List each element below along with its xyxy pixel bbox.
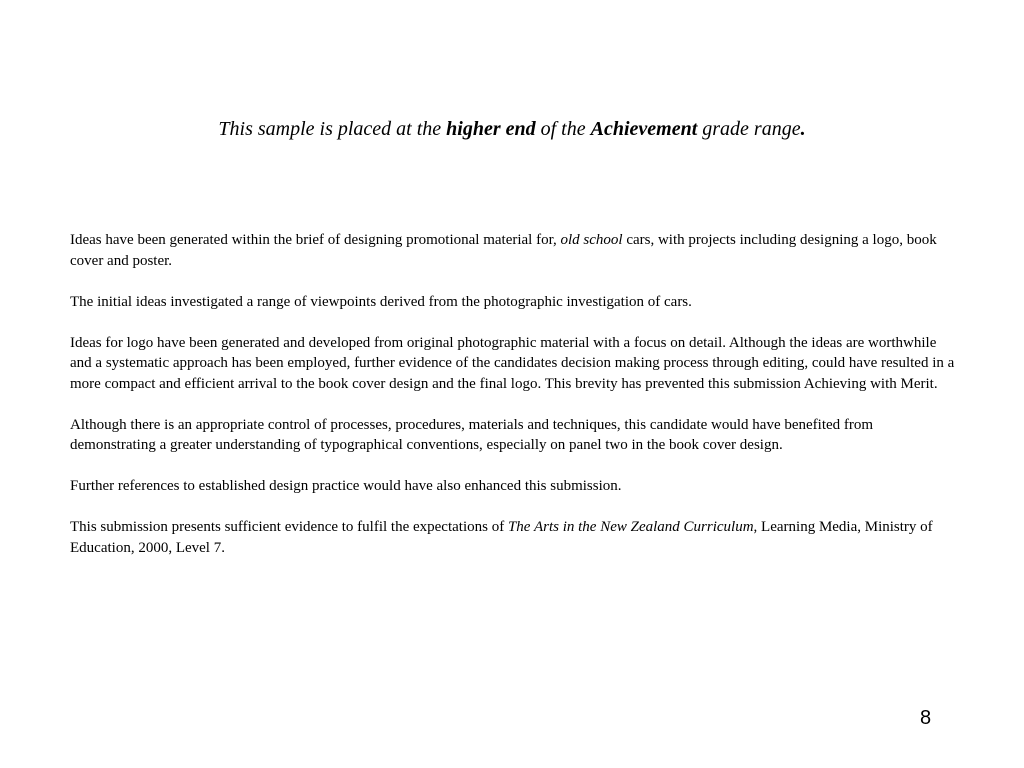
heading-text-part-1: This sample is placed at the	[218, 118, 447, 140]
paragraph-curriculum-start: This submission presents sufficient evidence to fulfil the expectations of	[70, 519, 508, 535]
paragraph-logo-ideas: Ideas for logo have been generated and developed from original photographic material with a focus on detail. Although the ideas are worthwhile and a systematic approach has been employed, further evidence of the candidates decision making process through editing, could have resulted in a more compact and efficient arrival to the book cover design and the final logo. This brevity has prevented this submission Achieving with Merit.	[70, 334, 955, 392]
page-number: 8	[920, 707, 932, 729]
curriculum-title: The Arts in the New Zealand Curriculum	[507, 519, 754, 535]
paragraph-brief-end: cars, with projects including designing a logo, book cover and poster.	[70, 232, 937, 269]
heading-period: .	[800, 118, 806, 140]
heading-text-part-2: of the	[535, 118, 591, 140]
paragraph-brief-start: Ideas have been generated within the brief of designing promotional material for,	[70, 232, 561, 248]
paragraph-curriculum-end: , Learning Media, Ministry of Education, 2000, Level 7.	[70, 519, 933, 556]
heading-emphasis-achievement: Achievement	[590, 118, 698, 140]
paragraph-references: Further references to established design practice would have also enhanced this submission.	[70, 478, 622, 494]
assessment-commentary	[70, 230, 955, 558]
paragraph-brief	[70, 230, 955, 271]
heading-text-part-3: grade range	[697, 118, 801, 140]
paragraph-processes: Although there is an appropriate control of processes, procedures, materials and techniques, this candidate would have benefited from demonstrating a greater understanding of typographical conventions, especially on panel two in the book cover design.	[70, 416, 874, 453]
paragraph-initial-ideas: The initial ideas investigated a range of viewpoints derived from the photographic investigation of cars.	[70, 293, 692, 310]
paragraph-curriculum	[70, 517, 955, 558]
paragraph-brief-italic: old school	[560, 232, 623, 248]
heading-emphasis-higher-end: higher end	[446, 118, 536, 140]
grade-statement-heading	[0, 116, 1024, 142]
